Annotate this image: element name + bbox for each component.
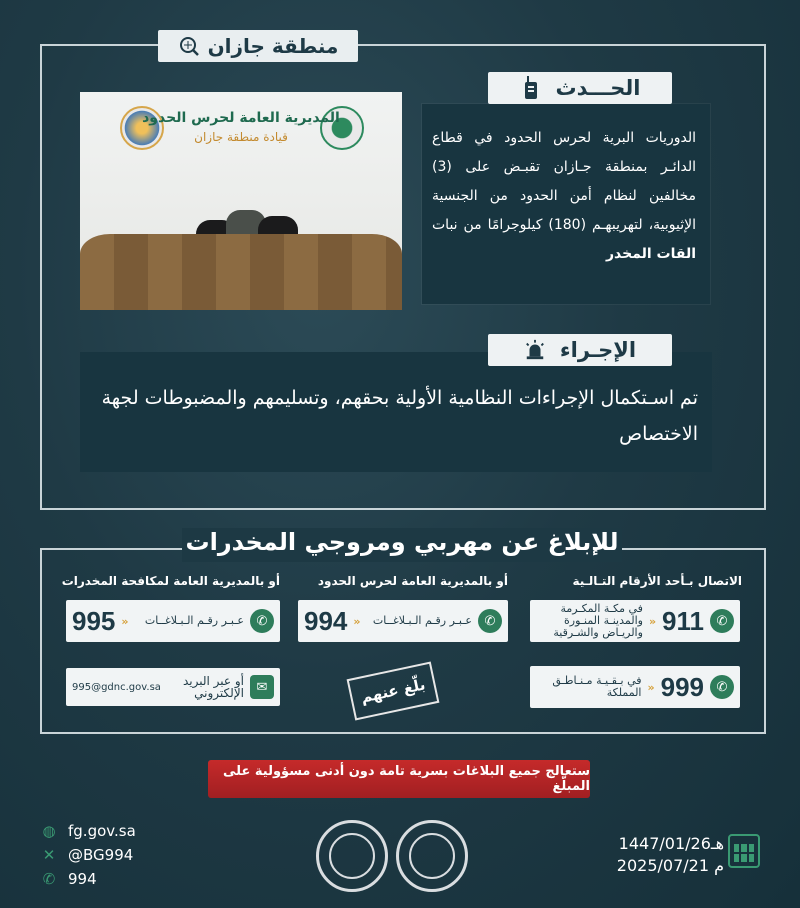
phone-icon: ✆: [250, 609, 274, 633]
phone-icon: ✆: [478, 609, 502, 633]
calendar-icon: [728, 834, 760, 868]
chevrons-icon: «: [121, 614, 129, 628]
confidentiality-alert: ستعالج جميع البلاغات بسرية تامة دون أدنى مسؤولية على المبلّغ: [208, 760, 590, 798]
hotline-911[interactable]: ✆ 911 « في مكـة المكـرمة والمدينـة المنـورة والريـاض والشـرقية: [530, 600, 740, 642]
event-text: الدوريات البرية لحرس الحدود في قطاع الدائـر بمنطقة جـازان تقبـض على (3) مخالفين لنظام أمن الحدود من الجنسية الإثيوبية، لتهريبهـم (180) كيلوجرامًا من نبات: [432, 130, 697, 233]
seized-bags: [80, 234, 402, 310]
saudi-emblem: [396, 820, 468, 892]
email-report[interactable]: ✉ أو عبر البريد الإلكتروني 995@gdnc.gov.sa: [66, 668, 280, 706]
column-header-call: الاتصال بـأحد الأرقام التـالـية: [572, 574, 742, 588]
action-heading: الإجـراء: [488, 334, 672, 366]
siren-icon: [524, 339, 546, 361]
phone-icon: ✆: [710, 675, 734, 699]
hotline-999[interactable]: ✆ 999 « في بـقـيـة مـنـاطـق المملكة: [530, 666, 740, 708]
globe-icon: ◍: [42, 822, 56, 840]
phone-link[interactable]: ✆ 994: [40, 870, 97, 888]
seizure-photo: [80, 92, 402, 310]
phone-icon: ✆: [710, 609, 734, 633]
phone-icon: ✆: [42, 870, 56, 888]
chevrons-icon: «: [647, 680, 655, 694]
hijri-date: 1447/01/26هـ: [618, 834, 724, 853]
x-account-link[interactable]: ✕ @BG994: [40, 846, 133, 864]
photo-org-text: المديرية العامة لحرس الحدود: [142, 110, 340, 126]
report-them-stamp: بلّغ عنهم: [347, 662, 440, 721]
email-address[interactable]: 995@gdnc.gov.sa: [72, 681, 161, 693]
column-header-gdnc: أو بالمديرية العامة لمكافحة المخدرات: [61, 574, 280, 588]
region-title: منطقة جازان: [158, 30, 358, 62]
report-title: للإبلاغ عن مهربي ومروجي المخدرات: [182, 528, 622, 562]
action-card: [80, 352, 712, 472]
chevrons-icon: «: [648, 614, 657, 628]
map-search-icon: [178, 35, 200, 57]
x-icon: ✕: [42, 846, 56, 864]
chevrons-icon: «: [353, 614, 361, 628]
photo-sub-text: قيادة منطقة جازان: [194, 130, 288, 144]
hotline-995[interactable]: ✆ عـبـر رقـم الـبـلاغــات « 995: [66, 600, 280, 642]
event-heading: الحـــدث: [488, 72, 672, 104]
mail-icon: ✉: [250, 675, 274, 699]
gregorian-date: 2025/07/21 م: [616, 856, 724, 875]
border-guard-emblem: [316, 820, 388, 892]
action-text: تم اسـتكمال الإجراءات النظامية الأولية بحقهم، وتسليمهم والمضبوطات لجهة الاختصاص: [101, 387, 698, 445]
hotline-994[interactable]: ✆ عـبـر رقـم الـبـلاغــات « 994: [298, 600, 508, 642]
website-link[interactable]: ◍ fg.gov.sa: [40, 822, 136, 840]
event-text-bold: القات المخدر: [605, 246, 696, 262]
column-header-border-guard: أو بالمديرية العامة لحرس الحدود: [317, 574, 508, 588]
event-card: [422, 104, 710, 304]
walkie-talkie-icon: [520, 77, 542, 99]
